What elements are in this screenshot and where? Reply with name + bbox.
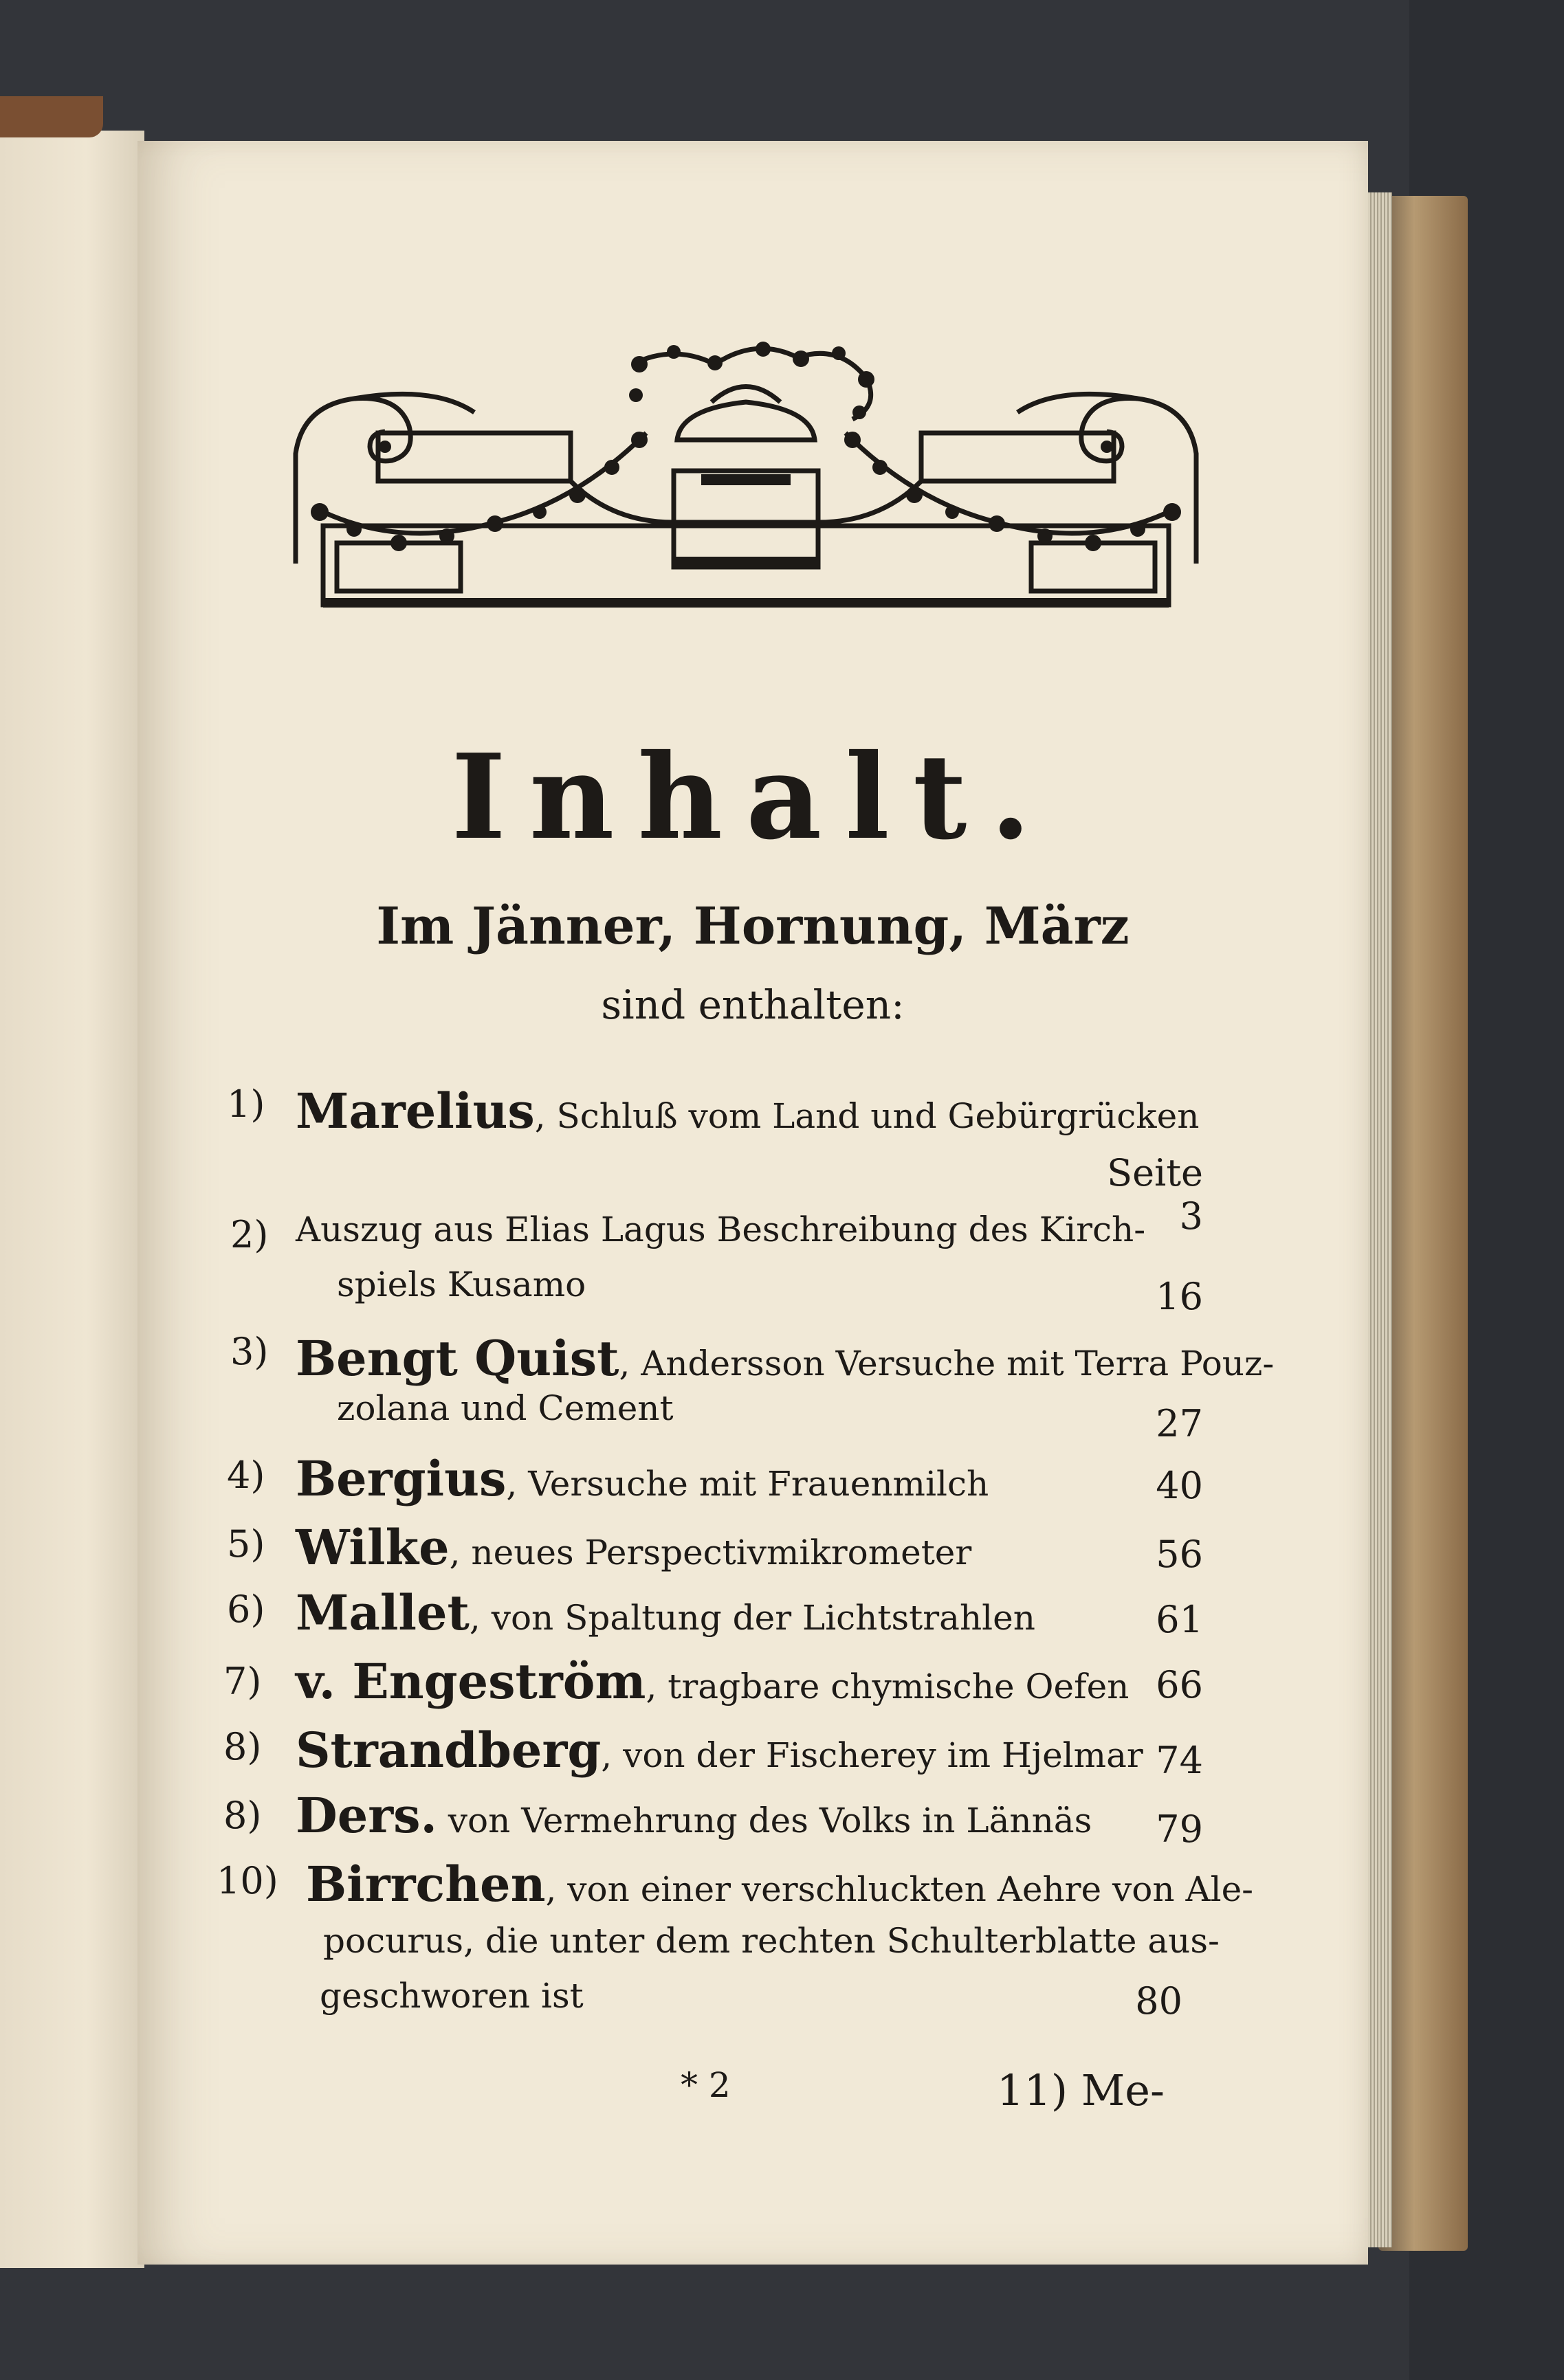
- entry-title: , neues Perspectivmikrometer: [449, 1533, 972, 1572]
- entry-number: 10): [217, 1859, 278, 1902]
- intro-line: sind enthalten:: [601, 981, 905, 1028]
- entry-number: 6): [227, 1588, 265, 1631]
- entry-continuation: zolana und Cement: [337, 1388, 674, 1428]
- entry-continuation: pocurus, die unter dem rechten Schulterblatte aus-: [323, 1921, 1220, 1961]
- entry-page: 27: [1156, 1402, 1203, 1445]
- entry-title: , Andersson Versuche mit Terra Pouz-: [619, 1344, 1275, 1383]
- page-subtitle: Im Jänner, Hornung, März: [376, 897, 1130, 956]
- entry-author: Bergius: [296, 1450, 507, 1507]
- entry-title: Auszug aus Elias Lagus Beschreibung des Kirch-: [296, 1210, 1146, 1249]
- entry-page: 56: [1156, 1533, 1203, 1576]
- entry-author: Ders.: [296, 1787, 437, 1844]
- entry-continuation: spiels Kusamo: [337, 1265, 586, 1304]
- entry-page: 16: [1156, 1275, 1203, 1318]
- entry-line: [296, 1519, 971, 1576]
- catchword: 11) Me-: [997, 2065, 1165, 2115]
- entry-page: 79: [1156, 1808, 1203, 1851]
- entry-line: [296, 1722, 1143, 1779]
- entry-page: 74: [1156, 1739, 1203, 1782]
- entry-line: [296, 1082, 1199, 1139]
- entry-page: 80: [1135, 1979, 1182, 2023]
- entry-title: , Versuche mit Frauenmilch: [506, 1464, 989, 1504]
- entry-title: , von der Fischerey im Hjelmar: [601, 1735, 1143, 1775]
- entry-line: [306, 1856, 1253, 1913]
- entry-line: [296, 1330, 1274, 1387]
- entry-page: 66: [1156, 1663, 1203, 1706]
- entry-line: [296, 1653, 1129, 1710]
- entry-line: [296, 1450, 989, 1507]
- entry-page: 40: [1156, 1464, 1203, 1507]
- entry-line: [296, 1787, 1092, 1844]
- entry-author: Wilke: [296, 1519, 450, 1576]
- entry-author: Mallet: [296, 1584, 470, 1641]
- entry-title: , tragbare chymische Oefen: [646, 1667, 1130, 1706]
- entry-number: 4): [227, 1454, 265, 1497]
- entry-number: 2): [230, 1213, 269, 1256]
- entry-number: 1): [227, 1082, 265, 1126]
- entry-number: 8): [223, 1794, 262, 1837]
- entry-number: 5): [227, 1522, 265, 1566]
- entry-author: Bengt Quist: [296, 1330, 619, 1387]
- entry-continuation: geschworen ist: [320, 1976, 584, 2016]
- entry-author: Birrchen: [306, 1856, 546, 1913]
- signature-mark: * 2: [681, 2065, 731, 2105]
- entry-author: Marelius: [296, 1082, 535, 1139]
- entry-author: Strandberg: [296, 1722, 602, 1779]
- entry-line: [296, 1584, 1035, 1641]
- entry-author: v. Engeström: [296, 1653, 646, 1710]
- entry-number: 7): [223, 1660, 262, 1703]
- page-title: Inhalt.: [451, 729, 1055, 866]
- entry-title: von Vermehrung des Volks in Lännäs: [437, 1801, 1092, 1840]
- entry-title: , Schluß vom Land und Gebürgrücken: [534, 1096, 1200, 1136]
- entry-title: , von Spaltung der Lichtstrahlen: [469, 1598, 1035, 1638]
- entry-title: , von einer verschluckten Aehre von Ale-: [545, 1869, 1254, 1909]
- entry-number: 3): [230, 1330, 269, 1373]
- entry-page: Seite 3: [1107, 1151, 1203, 1238]
- entry-number: 8): [223, 1725, 262, 1768]
- entry-page: 61: [1156, 1598, 1203, 1641]
